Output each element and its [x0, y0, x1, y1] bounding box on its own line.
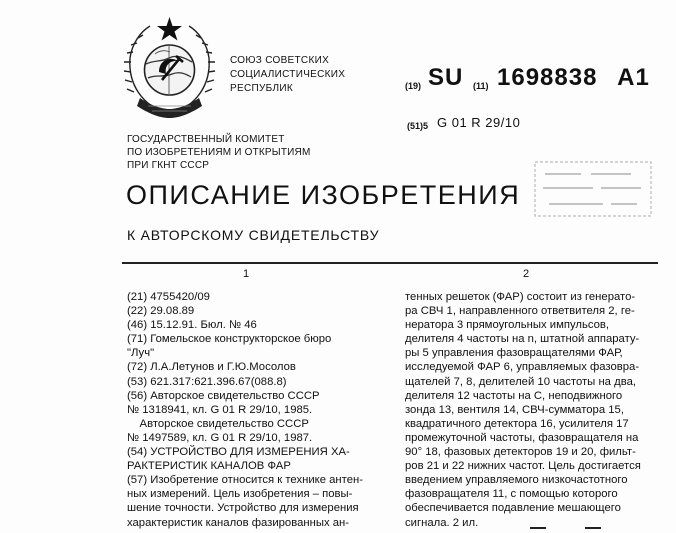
patent-number: [497, 64, 650, 92]
abstract-line: промежуточной частоты, фазовращателя на: [405, 431, 639, 444]
biblio-line: РАКТЕРИСТИК КАНАЛОВ ФАР: [127, 460, 291, 473]
biblio-line: характеристик каналов фазированных ан-: [127, 516, 350, 529]
abstract-line: сигнала. 2 ил.: [405, 516, 479, 529]
abstract-line: фазовращателя 11, с помощью которого: [405, 488, 618, 501]
biblio-line: (21) 4755420/09: [127, 291, 210, 303]
abstract-line: делителя 4 частоты на n, штатной аппарату-: [405, 333, 640, 346]
abstract-line: щателей 7, 8, делителей 10 частоты на два,: [405, 375, 636, 388]
abstract-line: ры 5 управления фазовращателями ФАР,: [405, 347, 623, 360]
committee-line: ГОСУДАРСТВЕННЫЙ КОМИТЕТ: [127, 134, 285, 145]
country-code: SU: [428, 64, 464, 91]
biblio-line: (71) Гомельское конструкторское бюро: [127, 333, 332, 346]
patent-number-value: 1698838: [497, 64, 598, 91]
document-title: ОПИСАНИЕ ИЗОБРЕТЕНИЯ: [126, 180, 521, 210]
document-subtitle: К АВТОРСКОМУ СВИДЕТЕЛЬСТВУ: [127, 227, 380, 243]
library-stamp-icon: [533, 160, 653, 218]
abstract-line: зонда 13, вентиля 14, СВЧ-сумматора 15,: [405, 403, 624, 416]
abstract-line: делителя 12 частоты на С, неподвижного: [405, 389, 623, 402]
abstract-line: обеспечивается подавление мешающего: [405, 502, 621, 515]
biblio-line: № 1318941, кл. G 01 R 29/10, 1985.: [127, 403, 313, 416]
union-name: [230, 54, 345, 96]
abstract-line: введением управляемого низкочастотного: [405, 474, 628, 487]
abstract-line: тенных решеток (ФАР) состоит из генерато-: [405, 291, 636, 303]
biblio-line: (56) Авторское свидетельство СССР: [127, 389, 320, 402]
abstract-text: [405, 290, 663, 530]
column-number-left: 1: [243, 268, 250, 280]
biblio-line: (22) 29.08.89: [127, 305, 195, 318]
footer-mark: [530, 527, 546, 529]
biblio-line: (53) 621.317:621.396.67(088.8): [127, 375, 287, 388]
biblio-line: шение точности. Устройство для измерения: [127, 502, 359, 515]
biblio-line: "Луч": [127, 347, 155, 360]
abstract-line: нератора 3 прямоугольных импульсов,: [405, 319, 610, 332]
patent-kind: A1: [617, 64, 650, 91]
bibliographic-data: [127, 290, 399, 530]
header-divider: [122, 262, 658, 264]
abstract-line: квадратичного детектора 16, усилителя 17: [405, 417, 629, 430]
abstract-line: ров 21 и 22 нижних частот. Цель достигается: [405, 460, 641, 473]
biblio-line: (46) 15.12.91. Бюл. № 46: [127, 319, 257, 332]
code-19: (19): [405, 81, 422, 91]
biblio-line: Авторское свидетельство СССР: [127, 417, 309, 430]
committee-name: [127, 133, 311, 172]
abstract-line: 90° 18, фазовых детекторов 19 и 20, фильт-: [405, 446, 636, 459]
abstract-line: ра СВЧ 1, направленного ответвителя 2, ге-: [405, 305, 635, 318]
biblio-line: (72) Л.А.Летунов и Г.Ю.Мосолов: [127, 361, 296, 374]
ussr-emblem-icon: [122, 14, 217, 124]
biblio-line: (54) УСТРОЙСТВО ДЛЯ ИЗМЕРЕНИЯ ХА-: [127, 446, 350, 459]
biblio-line: № 1497589, кл. G 01 R 29/10, 1987.: [127, 431, 313, 444]
biblio-line: (57) Изобретение относится к технике антен-: [127, 474, 363, 487]
code-11: (11): [473, 81, 489, 91]
committee-line: ПРИ ГКНТ СССР: [127, 160, 210, 171]
biblio-line: ных измерений. Цель изобретения – повы-: [127, 488, 353, 501]
footer-mark: [585, 527, 601, 529]
union-line: СОЦИАЛИСТИЧЕСКИХ: [230, 69, 346, 80]
abstract-line: исследуемой ФАР 6, управляемых фазовра-: [405, 361, 640, 374]
union-line: РЕСПУБЛИК: [230, 83, 293, 94]
union-line: СОЮЗ СОВЕТСКИХ: [230, 55, 330, 66]
ipc-class: G 01 R 29/10: [437, 115, 521, 130]
committee-line: ПО ИЗОБРЕТЕНИЯМ И ОТКРЫТИЯМ: [127, 147, 311, 158]
code-51: (51)5: [407, 121, 429, 131]
column-number-right: 2: [523, 268, 530, 280]
